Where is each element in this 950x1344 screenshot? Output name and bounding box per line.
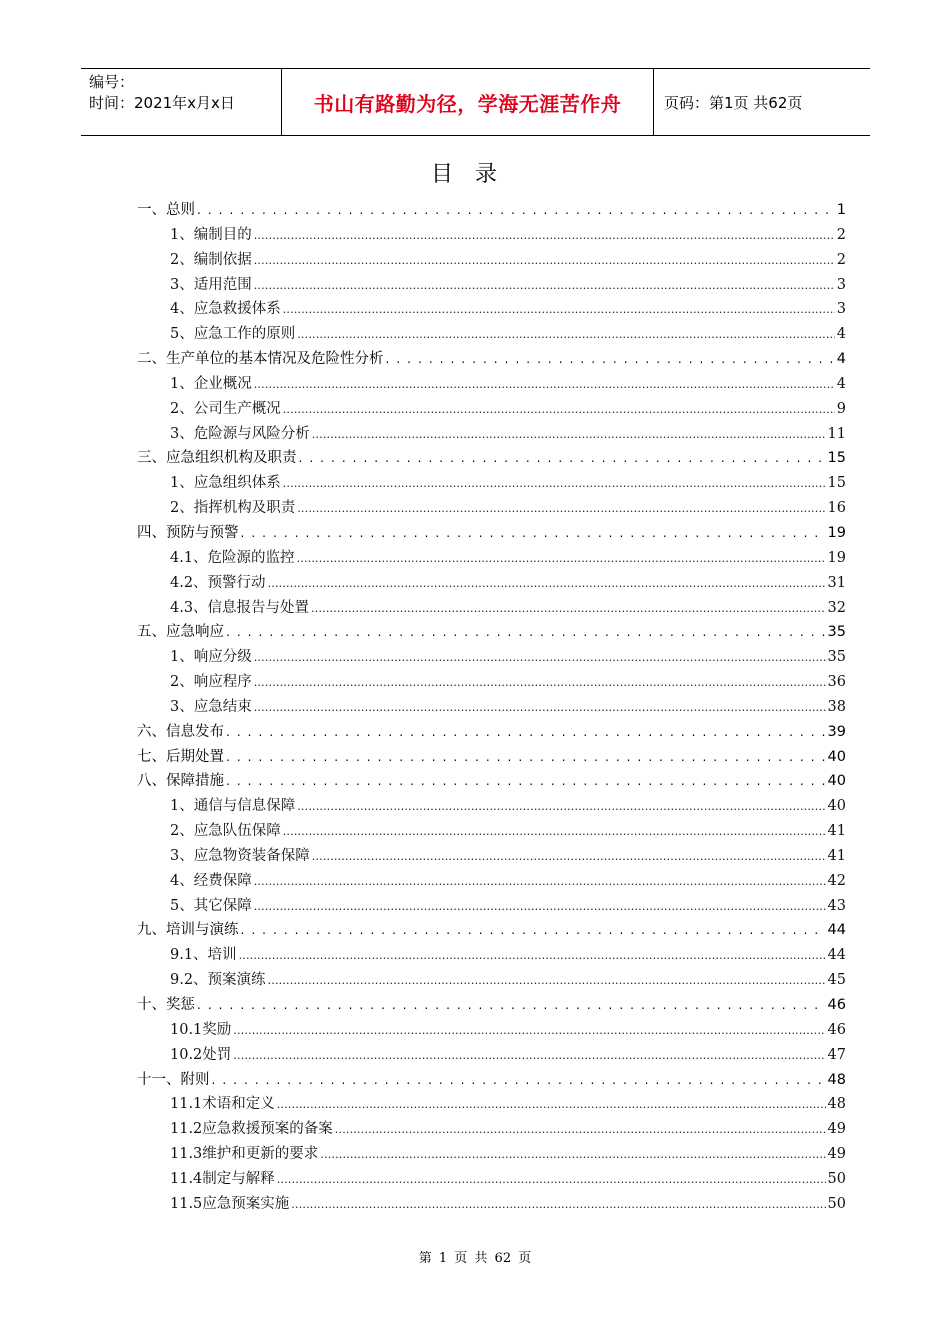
toc-dot-leader	[299, 451, 826, 465]
toc-subsection-entry[interactable]	[137, 471, 846, 496]
toc-entry-label: 2、编制依据	[170, 251, 252, 268]
toc-entry-label: 5、应急工作的原则	[170, 326, 296, 343]
toc-dot-leader	[233, 1049, 825, 1062]
toc-subsection-entry[interactable]	[137, 1092, 846, 1117]
toc-entry-label: 二、生产单位的基本情况及危险性分析	[137, 351, 384, 368]
toc-entry-label: 六、信息发布	[137, 723, 224, 740]
toc-entry-page: 19	[827, 524, 846, 541]
toc-subsection-entry[interactable]	[137, 844, 846, 869]
toc-dot-leader	[254, 651, 826, 664]
toc-entry-label: 3、危险源与风险分析	[170, 425, 310, 442]
toc-section-entry[interactable]	[137, 1068, 846, 1093]
toc-subsection-entry[interactable]	[137, 248, 846, 273]
toc-dot-leader	[197, 998, 826, 1012]
toc-dot-leader	[197, 203, 835, 217]
toc-entry-label: 5、其它保障	[170, 897, 252, 914]
toc-entry-label: 2、指挥机构及职责	[170, 500, 296, 517]
toc-entry-label: 1、编制目的	[170, 226, 252, 243]
toc-entry-label: 11.1术语和定义	[170, 1096, 275, 1113]
toc-subsection-entry[interactable]	[137, 794, 846, 819]
toc-section-entry[interactable]	[137, 521, 846, 546]
toc-entry-page: 11	[827, 425, 846, 442]
table-of-contents	[137, 198, 846, 1217]
toc-entry-page: 35	[827, 624, 846, 641]
toc-subsection-entry[interactable]	[137, 571, 846, 596]
toc-entry-label: 4.1、危险源的监控	[170, 549, 295, 566]
toc-entry-page: 40	[827, 798, 846, 815]
toc-subsection-entry[interactable]	[137, 869, 846, 894]
toc-section-entry[interactable]	[137, 347, 846, 372]
toc-subsection-entry[interactable]	[137, 273, 846, 298]
toc-entry-page: 31	[827, 574, 846, 591]
toc-entry-label: 十、奖惩	[137, 997, 195, 1013]
toc-dot-leader	[297, 328, 835, 341]
toc-subsection-entry[interactable]	[137, 1018, 846, 1043]
toc-dot-leader	[226, 625, 826, 639]
toc-dot-leader	[297, 552, 826, 565]
toc-entry-page: 3	[836, 301, 846, 318]
toc-entry-page: 42	[827, 872, 846, 889]
toc-entry-page: 2	[836, 251, 846, 268]
toc-entry-page: 50	[827, 1195, 846, 1212]
toc-entry-page: 4	[836, 351, 846, 368]
toc-dot-leader	[320, 1148, 825, 1161]
header-meta	[81, 69, 281, 135]
toc-entry-label: 11.3维护和更新的要求	[170, 1146, 319, 1163]
toc-entry-label: 4、经费保障	[170, 872, 252, 889]
page-footer: 第 1 页 共 62 页	[418, 1251, 532, 1266]
toc-entry-page: 44	[827, 922, 846, 939]
toc-subsection-entry[interactable]	[137, 894, 846, 919]
toc-dot-leader	[226, 774, 826, 788]
toc-section-entry[interactable]	[137, 620, 846, 645]
toc-entry-page: 40	[827, 748, 846, 765]
toc-entry-page: 15	[827, 475, 846, 492]
toc-dot-leader	[254, 676, 826, 689]
toc-dot-leader	[311, 602, 825, 615]
toc-entry-label: 3、适用范围	[170, 276, 252, 293]
toc-dot-leader	[254, 875, 826, 888]
toc-subsection-entry[interactable]	[137, 645, 846, 670]
toc-dot-leader	[283, 477, 826, 490]
toc-entry-page: 4	[836, 375, 846, 392]
toc-entry-page: 40	[827, 773, 846, 790]
toc-entry-label: 3、应急物资装备保障	[170, 847, 310, 864]
toc-entry-label: 9.1、培训	[170, 947, 237, 964]
document-time: 时间：2021年x月x日	[89, 94, 235, 112]
toc-entry-label: 1、响应分级	[170, 649, 252, 666]
toc-subsection-entry[interactable]	[137, 422, 846, 447]
toc-subsection-entry[interactable]	[137, 819, 846, 844]
toc-entry-label: 2、应急队伍保障	[170, 823, 281, 840]
toc-dot-leader	[283, 825, 826, 838]
toc-entry-page: 2	[836, 226, 846, 243]
toc-entry-label: 五、应急响应	[137, 624, 224, 641]
toc-entry-page: 9	[836, 400, 846, 417]
toc-dot-leader	[268, 577, 826, 590]
toc-subsection-entry[interactable]	[137, 670, 846, 695]
toc-dot-leader	[254, 254, 835, 267]
toc-dot-leader	[386, 352, 835, 366]
toc-entry-page: 48	[827, 1096, 846, 1113]
toc-subsection-entry[interactable]	[137, 397, 846, 422]
toc-entry-label: 2、响应程序	[170, 674, 252, 691]
toc-entry-page: 35	[827, 649, 846, 666]
toc-entry-page: 15	[827, 450, 846, 467]
toc-dot-leader	[297, 502, 825, 515]
toc-dot-leader	[268, 974, 826, 987]
toc-section-entry[interactable]	[137, 769, 846, 794]
toc-subsection-entry[interactable]	[137, 968, 846, 993]
toc-entry-label: 10.2处罚	[170, 1046, 232, 1063]
toc-entry-label: 八、保障措施	[137, 773, 224, 790]
toc-entry-page: 41	[827, 847, 846, 864]
toc-entry-label: 1、企业概况	[170, 375, 252, 392]
toc-dot-leader	[254, 279, 835, 292]
toc-subsection-entry[interactable]	[137, 1142, 846, 1167]
header-slogan: 书山有路勤为径，学海无涯苦作舟	[281, 69, 654, 135]
toc-dot-leader	[291, 1198, 825, 1211]
toc-dot-leader	[312, 850, 826, 863]
toc-entry-page: 46	[827, 997, 846, 1013]
toc-entry-page: 1	[836, 202, 846, 218]
toc-entry-label: 9.2、预案演练	[170, 972, 266, 989]
toc-entry-page: 41	[827, 823, 846, 840]
toc-entry-label: 1、应急组织体系	[170, 475, 281, 492]
toc-entry-page: 48	[827, 1071, 846, 1088]
toc-entry-label: 11.2应急救援预案的备案	[170, 1121, 333, 1138]
toc-entry-page: 4	[836, 326, 846, 343]
toc-entry-page: 38	[827, 698, 846, 715]
toc-subsection-entry[interactable]	[137, 1192, 846, 1217]
toc-dot-leader	[212, 1073, 826, 1087]
toc-entry-label: 四、预防与预警	[137, 524, 239, 541]
toc-subsection-entry[interactable]	[137, 1043, 846, 1068]
toc-entry-page: 49	[827, 1121, 846, 1138]
toc-dot-leader	[233, 1024, 825, 1037]
toc-entry-label: 10.1奖励	[170, 1021, 232, 1038]
toc-subsection-entry[interactable]	[137, 1167, 846, 1192]
toc-entry-label: 十一、附则	[137, 1071, 210, 1088]
toc-dot-leader	[254, 229, 835, 242]
toc-entry-page: 46	[827, 1021, 846, 1038]
toc-dot-leader	[241, 923, 826, 937]
toc-entry-page: 45	[827, 972, 846, 989]
toc-entry-page: 39	[827, 723, 846, 740]
toc-dot-leader	[283, 303, 835, 316]
toc-section-entry[interactable]	[137, 745, 846, 770]
toc-section-entry[interactable]	[137, 918, 846, 943]
toc-entry-label: 11.5应急预案实施	[170, 1195, 290, 1212]
toc-subsection-entry[interactable]	[137, 695, 846, 720]
toc-entry-page: 19	[827, 549, 846, 566]
toc-subsection-entry[interactable]	[137, 596, 846, 621]
toc-dot-leader	[241, 526, 826, 540]
toc-dot-leader	[283, 403, 835, 416]
toc-subsection-entry[interactable]	[137, 546, 846, 571]
toc-section-entry[interactable]	[137, 198, 846, 223]
toc-entry-label: 11.4制定与解释	[170, 1170, 275, 1187]
toc-entry-page: 32	[827, 599, 846, 616]
toc-entry-label: 三、应急组织机构及职责	[137, 450, 297, 467]
toc-entry-label: 4、应急救援体系	[170, 301, 281, 318]
toc-entry-label: 七、后期处置	[137, 748, 224, 765]
toc-subsection-entry[interactable]	[137, 496, 846, 521]
toc-entry-label: 一、总则	[137, 202, 195, 218]
toc-dot-leader	[226, 750, 826, 764]
toc-dot-leader	[254, 378, 835, 391]
document-number: 编号：	[89, 73, 135, 91]
toc-entry-label: 九、培训与演练	[137, 922, 239, 939]
toc-dot-leader	[254, 900, 826, 913]
toc-entry-page: 44	[827, 947, 846, 964]
toc-dot-leader	[239, 949, 826, 962]
toc-dot-leader	[277, 1173, 826, 1186]
toc-dot-leader	[226, 725, 826, 739]
toc-entry-page: 49	[827, 1146, 846, 1163]
toc-subsection-entry[interactable]	[137, 223, 846, 248]
toc-subsection-entry[interactable]	[137, 297, 846, 322]
toc-entry-page: 16	[827, 500, 846, 517]
toc-dot-leader	[254, 701, 826, 714]
toc-subsection-entry[interactable]	[137, 372, 846, 397]
toc-entry-page: 50	[827, 1170, 846, 1187]
toc-dot-leader	[277, 1098, 826, 1111]
toc-entry-page: 36	[827, 674, 846, 691]
toc-entry-label: 4.2、预警行动	[170, 574, 266, 591]
toc-dot-leader	[335, 1123, 826, 1136]
toc-subsection-entry[interactable]	[137, 322, 846, 347]
toc-dot-leader	[312, 428, 826, 441]
toc-dot-leader	[297, 800, 825, 813]
toc-section-entry[interactable]	[137, 720, 846, 745]
toc-entry-label: 2、公司生产概况	[170, 400, 281, 417]
toc-subsection-entry[interactable]	[137, 1117, 846, 1142]
toc-section-entry[interactable]	[137, 446, 846, 471]
toc-section-entry[interactable]	[137, 993, 846, 1018]
toc-entry-label: 4.3、信息报告与处置	[170, 599, 310, 616]
toc-entry-label: 1、通信与信息保障	[170, 798, 296, 815]
toc-entry-page: 43	[827, 897, 846, 914]
page-title: 目录	[430, 162, 519, 187]
toc-entry-label: 3、应急结束	[170, 698, 252, 715]
toc-entry-page: 3	[836, 276, 846, 293]
toc-entry-page: 47	[827, 1046, 846, 1063]
page-header	[81, 68, 870, 136]
toc-subsection-entry[interactable]	[137, 943, 846, 968]
header-page-info: 页码：第1页 共62页	[664, 93, 803, 112]
